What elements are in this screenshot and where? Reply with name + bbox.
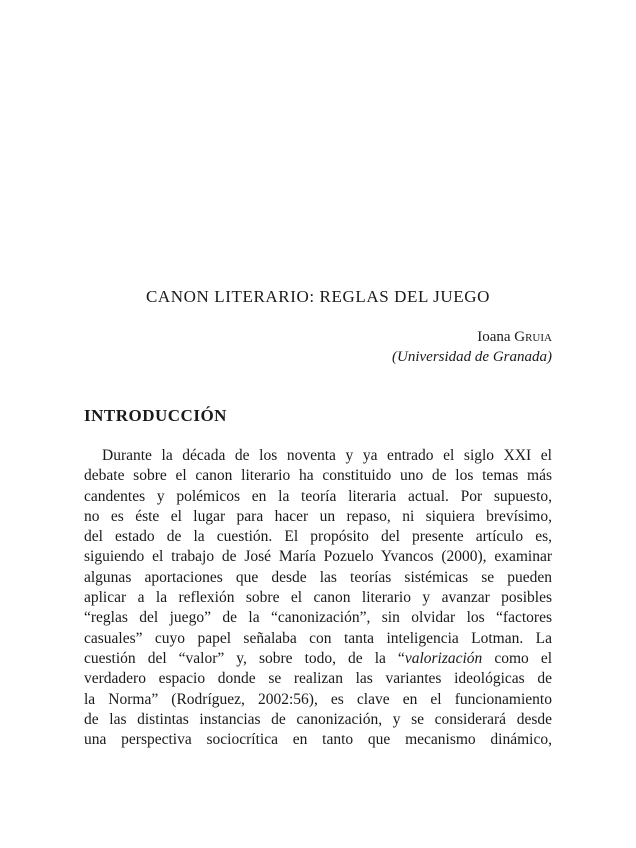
paragraph-line: aplicar a la reflexión sobre el canon literario y avanzar posibles	[84, 589, 552, 607]
paragraph-line: la Norma” (Rodríguez, 2002:56), es clave en el funcionamiento	[84, 690, 552, 708]
paragraph-line: no es éste el lugar para hacer un repaso, ni siquiera brevísimo,	[84, 507, 552, 525]
author-name	[392, 327, 552, 347]
article-title: CANON LITERARIO: REGLAS DEL JUEGO	[145, 287, 491, 306]
line-segment: cuestión del “valor” y, sobre todo, de la “	[84, 649, 405, 667]
paragraph-line: de las distintas instancias de canonización, y se considerará desde	[84, 710, 552, 728]
line-segment: como el	[482, 649, 553, 667]
paragraph-line: debate sobre el canon literario ha constituido uno de los temas más	[84, 467, 552, 485]
paragraph-line: siguiendo el trabajo de José María Pozuelo Yvancos (2000), examinar	[84, 548, 552, 566]
author-last-name: Gruia	[514, 329, 552, 345]
section-heading: INTRODUCCIÓN	[84, 406, 227, 425]
paragraph-line: algunas aportaciones que desde las teorías sistémicas se pueden	[84, 568, 552, 586]
paragraph-line: “reglas del juego” de la “canonización”, sin olvidar los “factores	[84, 609, 552, 627]
author-byline	[392, 327, 552, 367]
paragraph-line: una perspectiva sociocrítica en tanto que mecanismo dinámico,	[84, 731, 552, 749]
paragraph-line: verdadero espacio donde se realizan las variantes ideológicas de	[84, 670, 552, 688]
body-paragraph	[84, 446, 552, 750]
italic-term: valorización	[404, 649, 483, 667]
paragraph-line: candentes y polémicos en la teoría literaria actual. Por supuesto,	[84, 487, 552, 505]
paragraph-line	[84, 649, 552, 669]
author-affiliation: (Universidad de Granada)	[392, 349, 552, 365]
author-first-name: Ioana	[477, 329, 511, 345]
paragraph-line: del estado de la cuestión. El propósito del presente artículo es,	[84, 528, 552, 546]
paragraph-line: Durante la década de los noventa y ya entrado el siglo XXI el	[102, 447, 552, 464]
paragraph-line: casuales” cuyo papel señalaba con tanta inteligencia Lotman. La	[84, 629, 552, 647]
